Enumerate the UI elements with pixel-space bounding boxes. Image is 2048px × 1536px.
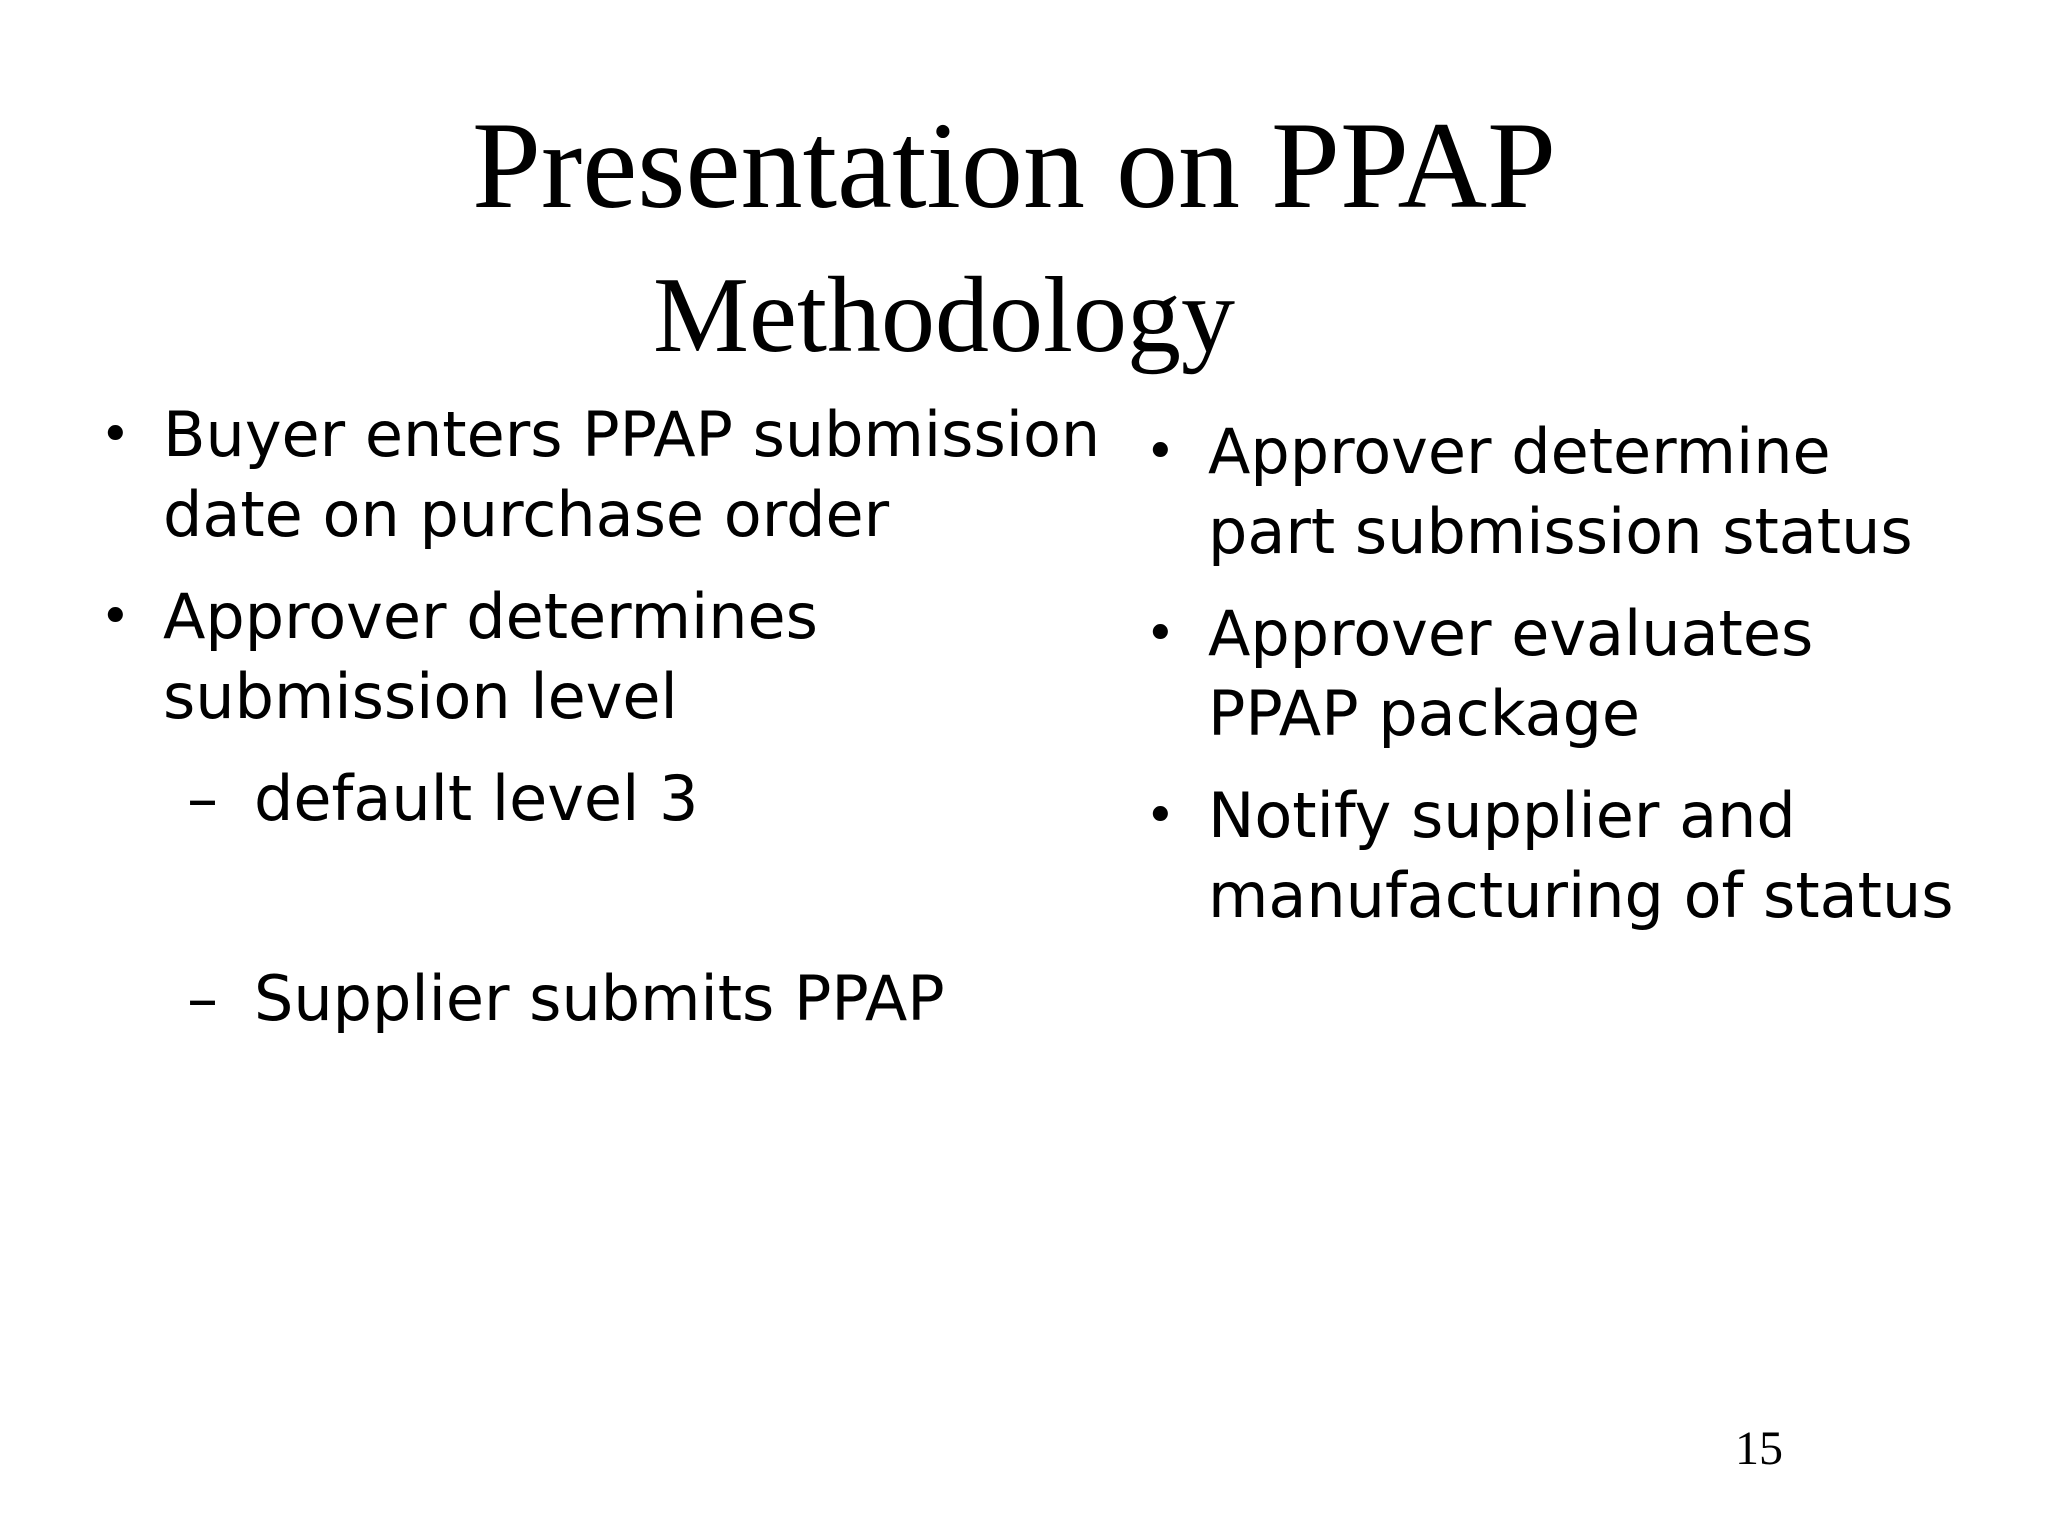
bullet-icon: • [1145,604,1176,664]
bullet-icon: • [100,587,131,647]
page-number: 15 [1735,1422,1783,1475]
slide-title-line-1: Presentation on PPAP [472,97,1557,234]
bullet-text-line: Notify supplier and [1208,779,1796,852]
dash-icon: – [187,962,218,1035]
bullet-item [100,395,1130,555]
bullet-item [1145,776,2025,936]
slide-title-line-2: Methodology [653,256,1235,375]
bullet-icon: • [1145,786,1176,846]
bullet-item [1145,594,2025,754]
bullet-icon: • [100,405,131,465]
bullet-text-line: manufacturing of status [1208,859,1954,932]
bullet-text-line: Approver evaluates [1208,597,1814,670]
bullet-text-line: PPAP package [1208,677,1641,750]
sub-bullet-text: default level 3 [254,762,699,835]
bullet-item [100,577,1130,737]
bullet-text-line: date on purchase order [163,478,890,551]
bullet-item [1145,412,2025,572]
bullet-text-line: submission level [163,660,678,733]
dash-icon: – [187,762,218,835]
bullet-icon: • [1145,422,1176,482]
sub-bullet-item [100,959,1130,1039]
left-column [100,395,1130,1039]
bullet-text-line: Approver determines [163,580,818,653]
bullet-text-line: Buyer enters PPAP submission [163,398,1101,471]
right-column [1145,412,2025,936]
bullet-text-line: part submission status [1208,495,1913,568]
sub-bullet-text: Supplier submits PPAP [254,962,945,1035]
sub-bullet-item [100,759,1130,839]
bullet-text-line: Approver determine [1208,415,1831,488]
